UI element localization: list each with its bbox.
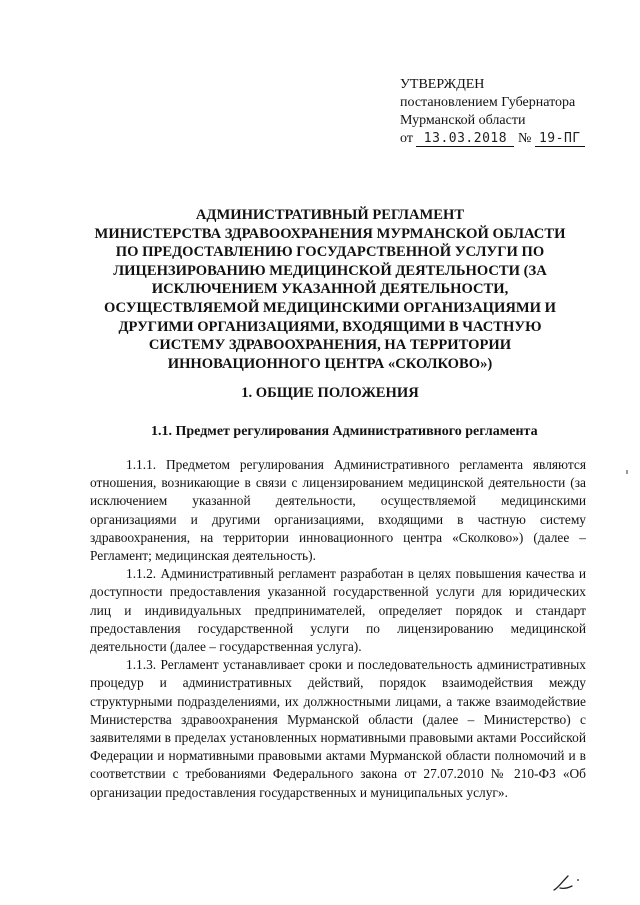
number-label: № xyxy=(517,131,532,146)
approval-number: 19-ПГ xyxy=(538,131,581,146)
title-line: ПО ПРЕДОСТАВЛЕНИЮ ГОСУДАРСТВЕННОЙ УСЛУГИ ПО xyxy=(115,244,545,261)
title-line: ДРУГИМИ ОРГАНИЗАЦИЯМИ, ВХОДЯЩИМИ В ЧАСТНУЮ xyxy=(118,318,542,335)
scan-mark xyxy=(626,470,628,474)
subsection-heading: 1.1. Предмет регулирования Административного регламента xyxy=(151,424,538,439)
paragraph: 1.1.3. Регламент устанавливает сроки и последовательность административных процедур и административных действий, порядок взаимодействия между структурными подразделениями, их должностными лицами, а также взаимодействие Министерства здравоохранения Мурманской области (далее – Министерство) с заявителями в пределах установленных нормативными правовыми актами Российской Федерации и нормативными правовыми актами Мурманской области полномочий и в соответствии с требованиями Федерального закона от 27.07.2010 № 210-ФЗ «Об организации предоставления государственных и муниципальных услуг». xyxy=(90,657,586,800)
title-line: МИНИСТЕРСТВА ЗДРАВООХРАНЕНИЯ МУРМАНСКОЙ ОБЛАСТИ xyxy=(94,225,566,242)
from-label: от xyxy=(400,131,413,146)
approval-date-line xyxy=(400,130,630,148)
approval-stamp xyxy=(400,76,630,148)
section-heading: 1. ОБЩИЕ ПОЛОЖЕНИЯ xyxy=(241,385,419,401)
approval-date-field xyxy=(416,131,514,147)
paragraph: 1.1.1. Предметом регулирования Административного регламента являются отношения, возникающие в связи с лицензированием медицинской деятельности (за исключением указанной деятельности, осуществляемой медицинскими организациями и другими организациями, входящими в частную систему здравоохранения, на территории инновационного центра «Сколково») (далее – Регламент; медицинская деятельность). xyxy=(90,457,586,564)
title-line: АДМИНИСТРАТИВНЫЙ РЕГЛАМЕНТ xyxy=(195,207,465,223)
title-line: ИННОВАЦИОННОГО ЦЕНТРА «СКОЛКОВО») xyxy=(167,355,493,372)
approval-number-field xyxy=(535,131,585,147)
approval-line-1: постановлением Губернатора xyxy=(400,95,576,110)
title-line: ОСУЩЕСТВЛЯЕМОЙ МЕДИЦИНСКИМИ ОРГАНИЗАЦИЯМИ И xyxy=(103,299,557,316)
paragraph: 1.1.2. Административный регламент разработан в целях повышения качества и доступности предоставления указанной государственной услуги для юридических лиц и индивидуальных предпринимателей, определяет порядок и стандарт предоставления государственной услуги по лицензированию медицинской деятельности (далее – государственная услуга). xyxy=(90,566,586,655)
approval-heading: УТВЕРЖДЕН xyxy=(400,77,485,92)
document-title xyxy=(60,206,600,373)
approval-date: 13.03.2018 xyxy=(423,131,508,146)
approval-line-2: Мурманской области xyxy=(400,113,526,128)
title-line: СИСТЕМУ ЗДРАВООХРАНЕНИЯ, НА ТЕРРИТОРИИ xyxy=(148,337,512,354)
document-body xyxy=(90,456,586,802)
title-line: ЛИЦЕНЗИРОВАНИЮ МЕДИЦИНСКОЙ ДЕЯТЕЛЬНОСТИ (ЗА xyxy=(113,262,547,279)
signature-mark xyxy=(548,868,588,894)
title-line: ИСКЛЮЧЕНИЕМ УКАЗАННОЙ ДЕЯТЕЛЬНОСТИ, xyxy=(151,281,509,298)
